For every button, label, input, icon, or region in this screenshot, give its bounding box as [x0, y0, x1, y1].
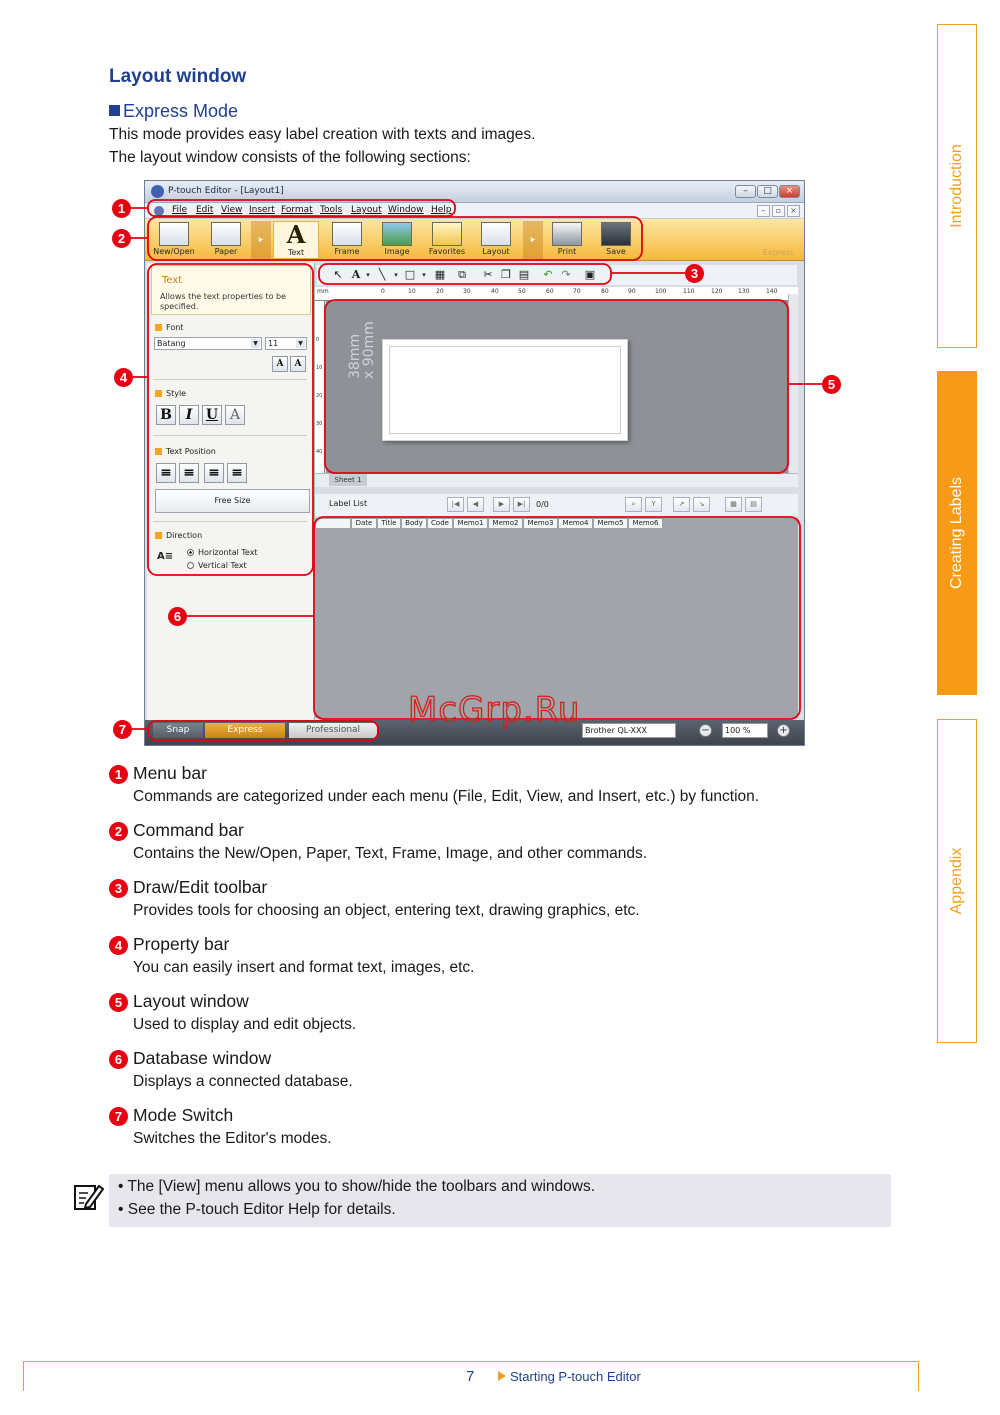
item-number-badge: 3	[109, 879, 128, 898]
note-line: • The [View] menu allows you to show/hide the toolbars and windows.	[118, 1178, 596, 1195]
section-bullet-icon	[155, 390, 162, 397]
cut-icon: ✂	[483, 268, 493, 281]
search-icon: ⌕	[625, 497, 642, 512]
redo-icon: ↷	[561, 268, 571, 281]
column-header: Body	[401, 518, 427, 529]
item-description: Commands are categorized under each menu (File, Edit, View, and Insert, etc.) by function.	[133, 788, 760, 805]
new-open-icon	[159, 222, 189, 246]
cmd-label: Text	[287, 248, 305, 257]
underline-button: U	[202, 405, 222, 425]
favorites-icon	[432, 222, 462, 246]
draw-edit-toolbar	[317, 265, 797, 285]
object-list-icon: ▣	[584, 268, 596, 281]
ruler-label: 100	[655, 288, 667, 295]
font-size-select	[265, 337, 307, 350]
item-description: Switches the Editor's modes.	[133, 1130, 332, 1147]
section-bullet-icon	[155, 324, 162, 331]
printer-select	[582, 723, 676, 738]
minimize-icon: –	[735, 185, 756, 198]
item-description: You can easily insert and format text, images, etc.	[133, 959, 475, 976]
page-title: Layout window	[109, 66, 247, 87]
line-tool-icon: ╲	[378, 268, 386, 281]
sort-asc-icon: ↗	[673, 497, 690, 512]
mdi-minimize-icon: –	[757, 205, 770, 217]
print-icon	[552, 222, 582, 246]
mode-professional: Professional	[289, 723, 377, 738]
ruler-label: 10	[316, 365, 323, 371]
radio-icon	[187, 562, 194, 569]
property-title: Text	[162, 275, 183, 286]
cmd-label: Save	[606, 247, 626, 256]
italic-button: I	[179, 405, 199, 425]
mode-express: Express	[205, 723, 285, 738]
editor-screenshot	[144, 180, 805, 746]
chevron-down-icon: ▾	[394, 271, 398, 279]
form-view-icon: ▤	[745, 497, 762, 512]
layout-canvas	[326, 301, 788, 473]
free-size-label: Free Size	[214, 496, 251, 505]
cmd-layout	[473, 221, 519, 259]
property-header	[151, 265, 311, 315]
express-watermark-label: Express	[762, 248, 794, 257]
divider	[153, 435, 307, 436]
tab-label: Creating Labels	[948, 476, 965, 590]
ruler-label: 80	[601, 288, 609, 295]
font-shrink-icon: A	[290, 356, 306, 372]
last-record-icon: ▶|	[513, 497, 530, 512]
label-margin	[389, 346, 621, 434]
watermark: McGrp.Ru	[408, 690, 581, 730]
table-tool-icon: ▦	[434, 268, 446, 281]
square-bullet-icon	[109, 105, 120, 116]
ruler-label: 10	[408, 288, 416, 295]
cmd-frame	[324, 221, 370, 259]
ruler-label: 140	[766, 288, 778, 295]
item-description: Provides tools for choosing an object, entering text, drawing graphics, etc.	[133, 902, 640, 919]
bold-button: B	[156, 405, 176, 425]
note-box	[109, 1174, 891, 1227]
ruler-label: 30	[463, 288, 471, 295]
property-description: Allows the text properties to be specified.	[160, 292, 287, 311]
menu-file: File	[172, 205, 188, 215]
prev-record-icon: ◀	[467, 497, 484, 512]
vertical-ruler	[315, 301, 325, 473]
menu-window: Window	[388, 205, 424, 215]
sheet-bar	[315, 473, 798, 487]
tab-label: Introduction	[948, 144, 965, 228]
record-count: 0/0	[536, 500, 549, 509]
menu-format: Format	[281, 205, 313, 215]
title-bar	[145, 181, 804, 203]
section-label: Style	[166, 389, 187, 398]
ruler-label: 60	[546, 288, 554, 295]
item-number-badge: 5	[109, 993, 128, 1012]
tab-introduction[interactable]	[937, 24, 977, 348]
document-icon	[154, 206, 164, 216]
label-area	[382, 339, 628, 441]
text-position-section-label	[155, 447, 216, 456]
align-right-icon: ≡	[204, 463, 224, 483]
ruler-label: 30	[316, 421, 323, 427]
item-number-badge: 6	[109, 1050, 128, 1069]
cmd-paper	[203, 221, 249, 259]
app-icon	[151, 185, 164, 198]
paper-icon	[211, 222, 241, 246]
cmd-label: Layout	[482, 247, 510, 256]
column-header: Title	[377, 518, 401, 529]
cmd-save	[593, 221, 639, 259]
note-line: • See the P-touch Editor Help for details.	[118, 1201, 396, 1218]
select-arrow-icon: ↖	[333, 268, 343, 281]
chevron-down-icon: ▼	[296, 339, 305, 348]
section-label: Direction	[166, 531, 203, 540]
ruler-label: 70	[573, 288, 581, 295]
chevron-down-icon: ▾	[422, 271, 426, 279]
horizontal-text-radio	[187, 548, 258, 557]
ruler-label: 110	[683, 288, 695, 295]
item-description: Contains the New/Open, Paper, Text, Frame, Image, and other commands.	[133, 845, 648, 862]
cmd-label: Print	[557, 247, 577, 256]
item-description: Used to display and edit objects.	[133, 1016, 357, 1033]
column-header: Code	[427, 518, 453, 529]
database-grid	[315, 518, 798, 718]
text-tool-icon: A	[351, 268, 361, 281]
font-value: Batang	[157, 339, 186, 348]
expand-arrow-icon: ▸	[523, 221, 543, 259]
cmd-label: Frame	[334, 247, 360, 256]
callout-badge: 4	[114, 368, 133, 387]
paste-icon: ▤	[518, 268, 530, 281]
ruler-label: 120	[711, 288, 723, 295]
window-title: P-touch Editor - [Layout1]	[168, 186, 284, 196]
radio-selected-icon	[187, 549, 194, 556]
free-size-button	[155, 489, 310, 513]
mode-snap: Snap	[153, 723, 203, 738]
section-title-text: Express Mode	[123, 101, 239, 121]
section-bullet-icon	[155, 448, 162, 455]
undo-icon: ↶	[543, 268, 553, 281]
menu-help: Help	[431, 205, 452, 215]
item-title: Mode Switch	[133, 1105, 234, 1125]
cmd-label: Favorites	[428, 247, 466, 256]
mdi-restore-icon: ▫	[772, 205, 785, 217]
footer-link-label: Starting P-touch Editor	[510, 1369, 641, 1384]
cmd-label: Paper	[214, 247, 238, 256]
column-header: Memo4	[558, 518, 593, 529]
ruler-label: 20	[316, 393, 323, 399]
expand-arrow-icon: ▸	[251, 221, 271, 259]
intro-line: The layout window consists of the following sections:	[109, 149, 471, 166]
cmd-new-open	[151, 221, 197, 259]
cmd-image	[374, 221, 420, 259]
ruler-label: mm	[317, 288, 329, 295]
callout-badge: 6	[168, 607, 187, 626]
column-header-blank	[315, 518, 351, 529]
callout-badge: 3	[685, 264, 704, 283]
column-header: Memo2	[488, 518, 523, 529]
ruler-label: 0	[381, 288, 385, 295]
tab-label: Appendix	[948, 847, 965, 915]
database-toolbar	[315, 494, 798, 516]
arrow-right-icon	[498, 1371, 506, 1381]
section-label: Font	[166, 323, 184, 332]
text-effect-button: A	[225, 405, 245, 425]
column-header: Date	[351, 518, 377, 529]
cmd-label: New/Open	[153, 247, 195, 256]
ruler-label: 40	[316, 449, 323, 455]
footer-link[interactable]	[498, 1369, 641, 1384]
note-pencil-icon	[72, 1180, 104, 1212]
text-direction-icon: A≡	[157, 551, 174, 562]
sheet-tab: Sheet 1	[329, 474, 367, 486]
column-header: Memo6	[628, 518, 663, 529]
sort-desc-icon: ↘	[693, 497, 710, 512]
ruler-label: 0	[316, 337, 320, 343]
frame-icon	[332, 222, 362, 246]
direction-section-label	[155, 531, 202, 540]
column-header: Memo3	[523, 518, 558, 529]
printer-value: Brother QL-XXX	[585, 726, 647, 735]
layout-icon	[481, 222, 511, 246]
database-title: Label List	[329, 499, 368, 508]
tab-creating-labels[interactable]	[937, 371, 977, 695]
shape-tool-icon: □	[404, 268, 416, 281]
item-number-badge: 1	[109, 765, 128, 784]
filter-icon: Y	[645, 497, 662, 512]
item-title: Draw/Edit toolbar	[133, 877, 268, 897]
image-icon	[382, 222, 412, 246]
radio-label: Vertical Text	[198, 561, 247, 570]
item-number-badge: 2	[109, 822, 128, 841]
clip-tool-icon: ⧉	[458, 268, 466, 281]
property-bar	[147, 263, 315, 739]
item-title: Menu bar	[133, 763, 207, 783]
callout-badge: 1	[112, 199, 131, 218]
font-section-label	[155, 323, 183, 332]
ruler-label: 20	[436, 288, 444, 295]
next-record-icon: ▶	[493, 497, 510, 512]
menu-edit: Edit	[196, 205, 214, 215]
align-justify-icon: ≡	[227, 463, 247, 483]
font-size-value: 11	[268, 339, 279, 348]
item-title: Property bar	[133, 934, 230, 954]
maximize-icon: □	[757, 185, 778, 198]
divider	[153, 521, 307, 522]
intro-line: This mode provides easy label creation with texts and images.	[109, 126, 536, 143]
mdi-close-icon: ×	[787, 205, 800, 217]
item-title: Database window	[133, 1048, 272, 1068]
tab-appendix[interactable]	[937, 719, 977, 1043]
menu-insert: Insert	[249, 205, 275, 215]
section-label: Text Position	[166, 447, 216, 456]
ruler-label: 50	[518, 288, 526, 295]
align-left-icon: ≡	[156, 463, 176, 483]
item-description: Displays a connected database.	[133, 1073, 353, 1090]
page-number: 7	[466, 1368, 475, 1385]
column-header: Memo5	[593, 518, 628, 529]
section-bullet-icon	[155, 532, 162, 539]
ruler-label: 90	[628, 288, 636, 295]
vertical-scrollbar	[788, 294, 798, 473]
grid-view-icon: ▦	[725, 497, 742, 512]
horizontal-ruler	[315, 287, 798, 301]
style-section-label	[155, 389, 186, 398]
align-center-icon: ≡	[179, 463, 199, 483]
item-number-badge: 4	[109, 936, 128, 955]
callout-badge: 7	[113, 720, 132, 739]
ruler-label: 130	[738, 288, 750, 295]
item-title: Command bar	[133, 820, 244, 840]
label-size-text: 38mm x 90mm	[347, 321, 377, 379]
ruler-label: 40	[491, 288, 499, 295]
save-icon	[601, 222, 631, 246]
cmd-text	[273, 221, 319, 259]
close-icon: ×	[779, 185, 800, 198]
divider	[153, 379, 307, 380]
chevron-down-icon: ▼	[251, 339, 260, 348]
callout-badge: 5	[822, 375, 841, 394]
column-header: Memo1	[453, 518, 488, 529]
font-grow-icon: A	[272, 356, 288, 372]
command-bar	[145, 219, 804, 261]
cmd-label: Image	[384, 247, 410, 256]
item-title: Layout window	[133, 991, 249, 1011]
menu-tools: Tools	[320, 205, 343, 215]
zoom-in-icon: +	[777, 724, 790, 737]
zoom-out-icon: −	[699, 724, 712, 737]
copy-icon: ❐	[501, 268, 511, 281]
font-select	[154, 337, 262, 350]
chevron-down-icon: ▾	[366, 271, 370, 279]
section-heading	[109, 101, 238, 122]
menu-layout: Layout	[351, 205, 382, 215]
cmd-print	[544, 221, 590, 259]
menu-bar	[145, 203, 804, 219]
text-icon: A	[286, 220, 306, 249]
zoom-value: 100 %	[725, 726, 751, 735]
cmd-favorites	[424, 221, 470, 259]
zoom-select	[722, 723, 768, 738]
item-number-badge: 7	[109, 1107, 128, 1126]
vertical-text-radio	[187, 561, 247, 570]
first-record-icon: |◀	[447, 497, 464, 512]
callout-badge: 2	[112, 229, 131, 248]
menu-view: View	[221, 205, 243, 215]
radio-label: Horizontal Text	[198, 548, 258, 557]
